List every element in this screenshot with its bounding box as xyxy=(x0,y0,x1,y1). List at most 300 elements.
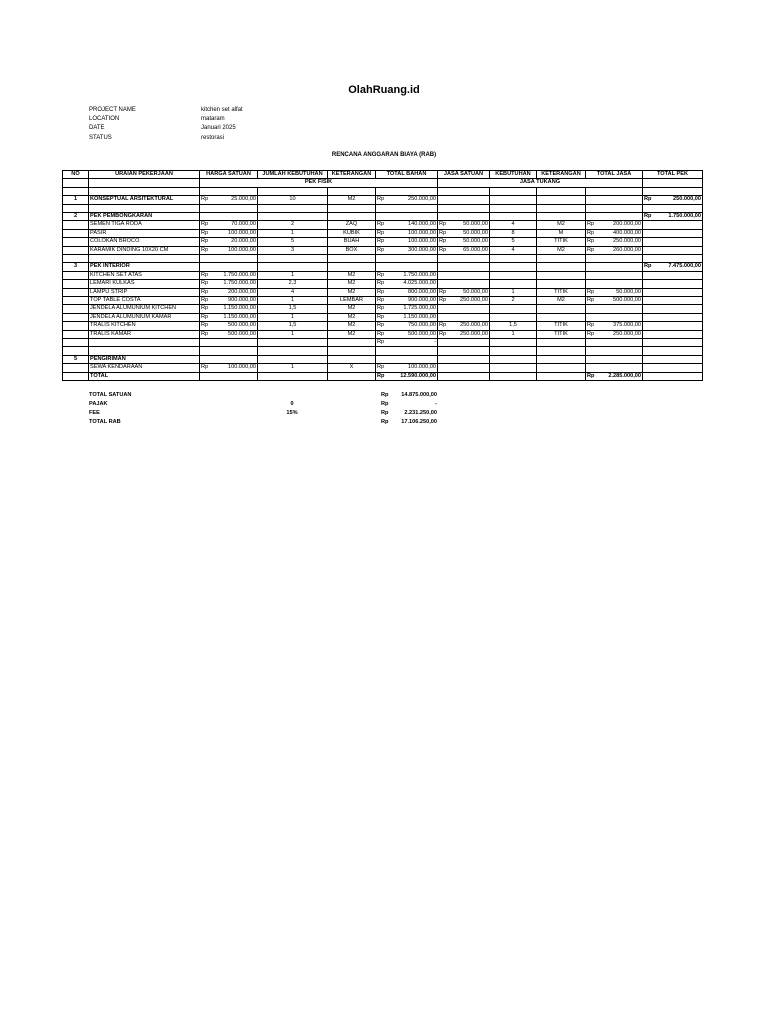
summary-label: TOTAL RAB xyxy=(89,419,121,425)
table-row xyxy=(63,305,703,313)
section-name: PEK INTERIOR xyxy=(89,263,200,271)
currency-label: Rp xyxy=(201,322,209,329)
empty-cell xyxy=(63,364,89,372)
empty-cell xyxy=(376,263,438,271)
col-header-total-bahan: TOTAL BAHAN xyxy=(376,171,438,179)
currency-label: Rp xyxy=(201,288,209,295)
currency-label: Rp xyxy=(381,419,389,425)
empty-cell xyxy=(586,313,643,321)
total-bahan-value: 140.000,00 xyxy=(408,221,436,228)
empty-cell xyxy=(438,196,490,204)
harga-satuan xyxy=(200,280,258,288)
info-label: LOCATION xyxy=(89,116,120,123)
total-pek-value: 1.750.000,00 xyxy=(668,213,701,219)
empty-cell xyxy=(586,187,643,195)
rab-title: RENCANA ANGGARAN BIAYA (RAB) xyxy=(331,152,437,158)
keterangan: LEMBAR xyxy=(328,297,376,305)
empty-cell xyxy=(200,347,258,355)
empty-cell xyxy=(586,280,643,288)
empty-cell xyxy=(490,196,537,204)
item-name: TRALIS KITCHEN xyxy=(89,322,200,330)
item-name: JENDELA ALUMUNIUM KITCHEN xyxy=(89,305,200,313)
total-bahan-value: 1.150.000,00 xyxy=(403,313,436,320)
empty-cell xyxy=(537,213,586,221)
total-bahan xyxy=(376,196,438,204)
harga-satuan-value: 100.000,00 xyxy=(228,364,256,371)
empty-cell xyxy=(258,263,328,271)
empty-cell xyxy=(200,213,258,221)
keterangan-2: TITIK xyxy=(537,288,586,296)
harga-satuan-value: 500.000,00 xyxy=(228,330,256,337)
currency-label: Rp xyxy=(439,288,447,295)
currency-label: Rp xyxy=(377,229,385,236)
harga-satuan-value: 20.000,00 xyxy=(231,238,256,245)
jumlah-kebutuhan: 1 xyxy=(258,297,328,305)
item-name: PASIR xyxy=(89,229,200,237)
keterangan: M2 xyxy=(328,271,376,279)
kebutuhan: 5 xyxy=(490,238,537,246)
empty-cell xyxy=(63,255,89,263)
empty-cell xyxy=(586,347,643,355)
empty-cell xyxy=(200,372,258,380)
kebutuhan xyxy=(490,280,537,288)
empty-cell xyxy=(490,347,537,355)
empty-cell xyxy=(376,213,438,221)
total-bahan-value: 4.025.000,00 xyxy=(403,280,436,287)
empty-cell xyxy=(586,213,643,221)
total-jasa xyxy=(586,330,643,338)
empty-cell xyxy=(438,271,490,279)
table-row xyxy=(63,221,703,229)
jumlah-kebutuhan: 1 xyxy=(258,229,328,237)
currency-label: Rp xyxy=(201,330,209,337)
jumlah-kebutuhan: 4 xyxy=(258,288,328,296)
jasa-satuan xyxy=(438,229,490,237)
summary-block xyxy=(89,391,449,427)
spacer-row xyxy=(63,204,703,212)
keterangan-2 xyxy=(537,271,586,279)
total-bahan xyxy=(376,322,438,330)
harga-satuan xyxy=(200,238,258,246)
currency-label: Rp xyxy=(587,372,595,379)
empty-cell xyxy=(89,255,200,263)
currency-label: Rp xyxy=(377,364,385,371)
section-row xyxy=(63,355,703,363)
currency-label: Rp xyxy=(587,322,595,329)
harga-satuan xyxy=(200,246,258,254)
empty-cell xyxy=(258,255,328,263)
jasa-satuan xyxy=(438,246,490,254)
empty-cell xyxy=(438,213,490,221)
summary-rate: 0 xyxy=(290,401,294,407)
total-bahan xyxy=(376,313,438,321)
empty-cell xyxy=(490,187,537,195)
empty-cell xyxy=(438,280,490,288)
currency-label: Rp xyxy=(377,288,385,295)
empty-cell xyxy=(200,263,258,271)
empty-cell xyxy=(586,263,643,271)
total-bahan-value: 750.000,00 xyxy=(408,322,436,329)
info-value: mataram xyxy=(201,116,225,123)
empty-cell xyxy=(643,238,703,246)
currency-label: Rp xyxy=(377,246,385,253)
empty-cell xyxy=(643,313,703,321)
keterangan-2: M2 xyxy=(537,221,586,229)
keterangan: M2 xyxy=(328,305,376,313)
jasa-satuan-value: 250.000,00 xyxy=(460,322,488,329)
table-row xyxy=(63,322,703,330)
total-jasa xyxy=(586,297,643,305)
kebutuhan: 2 xyxy=(490,297,537,305)
spacer-row xyxy=(63,255,703,263)
currency-label: Rp xyxy=(381,410,389,416)
info-row-date xyxy=(89,124,243,133)
currency-label: Rp xyxy=(201,297,209,304)
currency-label: Rp xyxy=(377,221,385,228)
currency-label: Rp xyxy=(201,305,209,312)
currency-label: Rp xyxy=(201,280,209,287)
currency-label: Rp xyxy=(644,196,652,203)
info-value: Januari 2025 xyxy=(201,125,236,132)
item-name: LAMPU STRIP xyxy=(89,288,200,296)
section-no: 2 xyxy=(63,213,89,221)
table-row xyxy=(63,364,703,372)
info-row-status xyxy=(89,134,243,143)
empty-cell xyxy=(643,288,703,296)
table-row xyxy=(63,339,703,347)
empty-cell xyxy=(643,339,703,347)
empty-cell xyxy=(63,347,89,355)
currency-label: Rp xyxy=(439,330,447,337)
total-bahan-value: 500.000,00 xyxy=(408,330,436,337)
jumlah-kebutuhan: 1 xyxy=(258,313,328,321)
jumlah-kebutuhan: 1,5 xyxy=(258,305,328,313)
empty-cell xyxy=(63,339,89,347)
empty-cell xyxy=(586,364,643,372)
empty-cell xyxy=(537,204,586,212)
rab-table-body xyxy=(63,187,703,380)
summary-row-total-rab xyxy=(89,418,449,427)
total-pek xyxy=(643,213,703,221)
total-bahan xyxy=(376,246,438,254)
harga-satuan xyxy=(200,196,258,204)
harga-satuan-value: 100.000,00 xyxy=(228,246,256,253)
total-bahan-value: 800.000,00 xyxy=(408,288,436,295)
jasa-satuan-value: 50.000,00 xyxy=(463,288,488,295)
table-row xyxy=(63,288,703,296)
total-bahan xyxy=(376,229,438,237)
currency-label: Rp xyxy=(201,271,209,278)
empty-cell xyxy=(490,263,537,271)
empty-cell xyxy=(643,297,703,305)
group-header-pek-fisik: PEK FISIK xyxy=(200,179,438,187)
empty-cell xyxy=(586,204,643,212)
rab-table xyxy=(62,170,703,381)
total-bahan-value: 250.000,00 xyxy=(408,196,436,203)
jumlah-kebutuhan: 3 xyxy=(258,246,328,254)
empty-cell xyxy=(643,229,703,237)
empty-cell xyxy=(537,355,586,363)
harga-satuan-value: 500.000,00 xyxy=(228,322,256,329)
kebutuhan xyxy=(490,364,537,372)
table-row xyxy=(63,271,703,279)
currency-label: Rp xyxy=(377,330,385,337)
item-name: SEMEN TIGA RODA xyxy=(89,221,200,229)
empty-cell xyxy=(328,372,376,380)
keterangan: M2 xyxy=(328,288,376,296)
table-row xyxy=(63,297,703,305)
summary-value: 14.875.000,00 xyxy=(401,392,437,398)
total-jasa-sum-value: 2.285.000,00 xyxy=(608,372,641,379)
empty-cell xyxy=(643,204,703,212)
kebutuhan: 8 xyxy=(490,229,537,237)
total-jasa xyxy=(586,322,643,330)
jumlah-kebutuhan: 1 xyxy=(258,364,328,372)
total-bahan xyxy=(376,221,438,229)
total-jasa xyxy=(586,238,643,246)
table-row xyxy=(63,229,703,237)
keterangan-2 xyxy=(537,280,586,288)
empty-cell xyxy=(438,364,490,372)
empty-cell xyxy=(63,238,89,246)
jasa-satuan xyxy=(438,238,490,246)
empty-cell xyxy=(537,187,586,195)
item-name: TOP TABLE COSTA xyxy=(89,297,200,305)
harga-satuan xyxy=(200,297,258,305)
currency-label: Rp xyxy=(439,322,447,329)
empty-cell xyxy=(438,263,490,271)
harga-satuan xyxy=(200,271,258,279)
jasa-satuan xyxy=(438,221,490,229)
empty-cell xyxy=(63,280,89,288)
jasa-satuan xyxy=(438,330,490,338)
section-row xyxy=(63,196,703,204)
currency-label: Rp xyxy=(587,246,595,253)
currency-label: Rp xyxy=(587,330,595,337)
section-name: PENGIRIMAN xyxy=(89,355,200,363)
empty-cell xyxy=(643,347,703,355)
empty-cell xyxy=(490,355,537,363)
currency-label: Rp xyxy=(377,238,385,245)
keterangan: BUAH xyxy=(328,238,376,246)
kebutuhan: 1,5 xyxy=(490,322,537,330)
total-jasa xyxy=(586,288,643,296)
kebutuhan: 1 xyxy=(490,330,537,338)
info-label: DATE xyxy=(89,125,105,132)
summary-label: FEE xyxy=(89,410,100,416)
empty-cell xyxy=(200,355,258,363)
total-jasa-value: 50.000,00 xyxy=(616,288,641,295)
project-info xyxy=(89,106,243,143)
kebutuhan xyxy=(490,313,537,321)
total-jasa-value: 500.000,00 xyxy=(613,297,641,304)
harga-satuan-value: 100.000,00 xyxy=(228,229,256,236)
total-jasa xyxy=(586,221,643,229)
col-header-harga-satuan: HARGA SATUAN xyxy=(200,171,258,179)
empty-cell xyxy=(328,255,376,263)
keterangan: M2 xyxy=(328,196,376,204)
empty-cell xyxy=(89,204,200,212)
summary-value: - xyxy=(435,401,437,407)
empty-cell xyxy=(537,372,586,380)
empty-cell xyxy=(438,255,490,263)
empty-cell xyxy=(586,339,643,347)
total-bahan xyxy=(376,297,438,305)
currency-label: Rp xyxy=(377,372,385,379)
jumlah-kebutuhan: 2 xyxy=(258,221,328,229)
total-row xyxy=(63,372,703,380)
keterangan-2: TITIK xyxy=(537,322,586,330)
empty-cell xyxy=(328,263,376,271)
empty-cell xyxy=(586,271,643,279)
empty-cell xyxy=(258,187,328,195)
currency-label: Rp xyxy=(201,238,209,245)
currency-label: Rp xyxy=(587,238,595,245)
col-header-keterangan-2: KETERANGAN xyxy=(537,171,586,179)
empty-cell xyxy=(438,347,490,355)
currency-label: Rp xyxy=(377,271,385,278)
group-header-row xyxy=(63,179,703,187)
empty-cell xyxy=(258,347,328,355)
total-bahan xyxy=(376,238,438,246)
table-row xyxy=(63,313,703,321)
keterangan-2 xyxy=(537,339,586,347)
jasa-satuan-value: 250.000,00 xyxy=(460,297,488,304)
jasa-satuan-value: 65.000,00 xyxy=(463,246,488,253)
empty-cell xyxy=(490,204,537,212)
item-name: JENDELA ALUMUNIUM KAMAR xyxy=(89,313,200,321)
total-pek-value: 7.475.000,00 xyxy=(668,263,701,270)
empty-cell xyxy=(586,305,643,313)
currency-label: Rp xyxy=(201,364,209,371)
total-bahan-value: 300.000,00 xyxy=(408,246,436,253)
empty-cell xyxy=(63,221,89,229)
total-bahan-value: 100.000,00 xyxy=(408,364,436,371)
currency-label: Rp xyxy=(587,297,595,304)
keterangan-2: M2 xyxy=(537,246,586,254)
table-row xyxy=(63,246,703,254)
total-jasa-value: 400.000,00 xyxy=(613,229,641,236)
empty-cell xyxy=(200,255,258,263)
total-jasa xyxy=(586,229,643,237)
summary-value: 2.231.250,00 xyxy=(404,410,437,416)
jumlah-kebutuhan: 5 xyxy=(258,238,328,246)
empty-cell xyxy=(328,213,376,221)
total-jasa-value: 260.000,00 xyxy=(613,246,641,253)
keterangan: KUBIK xyxy=(328,229,376,237)
keterangan: M2 xyxy=(328,322,376,330)
keterangan: BOX xyxy=(328,246,376,254)
currency-label: Rp xyxy=(644,213,652,219)
item-name: COLOKAN BROCO xyxy=(89,238,200,246)
total-bahan-value: 100.000,00 xyxy=(408,238,436,245)
table-row xyxy=(63,238,703,246)
jasa-satuan-value: 250.000,00 xyxy=(460,330,488,337)
empty-cell xyxy=(63,288,89,296)
jasa-satuan-value: 50.000,00 xyxy=(463,221,488,228)
empty-cell xyxy=(328,187,376,195)
empty-cell xyxy=(537,255,586,263)
total-bahan xyxy=(376,280,438,288)
currency-label: Rp xyxy=(201,221,209,228)
empty-cell xyxy=(586,196,643,204)
summary-row-fee xyxy=(89,409,449,418)
summary-label: PAJAK xyxy=(89,401,108,407)
col-header-no: NO xyxy=(63,171,89,179)
currency-label: Rp xyxy=(587,221,595,228)
harga-satuan xyxy=(200,330,258,338)
jasa-satuan xyxy=(438,297,490,305)
total-bahan xyxy=(376,330,438,338)
harga-satuan-value: 200.000,00 xyxy=(228,288,256,295)
keterangan: M2 xyxy=(328,330,376,338)
total-jasa xyxy=(586,246,643,254)
section-no: 5 xyxy=(63,355,89,363)
item-name xyxy=(89,339,200,347)
keterangan-2: M xyxy=(537,229,586,237)
item-name: SEWA KENDARAAN xyxy=(89,364,200,372)
empty-cell xyxy=(200,204,258,212)
empty-cell xyxy=(643,271,703,279)
empty-cell xyxy=(643,330,703,338)
col-header-kebutuhan: KEBUTUHAN xyxy=(490,171,537,179)
empty-cell xyxy=(438,187,490,195)
empty-cell xyxy=(63,297,89,305)
harga-satuan-value: 1.750.000,00 xyxy=(223,280,256,287)
empty-cell xyxy=(258,213,328,221)
jumlah-kebutuhan: 1 xyxy=(258,271,328,279)
jumlah-kebutuhan: 2,3 xyxy=(258,280,328,288)
empty-cell xyxy=(438,355,490,363)
empty-cell xyxy=(258,204,328,212)
empty-cell xyxy=(643,355,703,363)
col-header-jasa-satuan: JASA SATUAN xyxy=(438,171,490,179)
section-name: KONSEPTUAL ARSITEKTURAL xyxy=(89,196,200,204)
empty-cell xyxy=(376,355,438,363)
harga-satuan-value: 1.150.000,00 xyxy=(223,313,256,320)
keterangan: ZAQ xyxy=(328,221,376,229)
jumlah-kebutuhan: 1,5 xyxy=(258,322,328,330)
info-label: STATUS xyxy=(89,134,112,141)
harga-satuan xyxy=(200,288,258,296)
table-row xyxy=(63,330,703,338)
section-name: PEK PEMBONGKARAN xyxy=(89,213,200,221)
keterangan-2: TITIK xyxy=(537,238,586,246)
total-jasa-value: 375.000,00 xyxy=(613,322,641,329)
total-label: TOTAL xyxy=(89,372,200,380)
table-row xyxy=(63,280,703,288)
info-row-location xyxy=(89,115,243,124)
keterangan-2: M2 xyxy=(537,297,586,305)
kebutuhan: 4 xyxy=(490,246,537,254)
summary-value: 17.106.250,00 xyxy=(401,419,437,425)
col-header-total-pek: TOTAL PEK xyxy=(643,171,703,179)
total-bahan-sum-value: 12.590.000,00 xyxy=(400,372,436,379)
total-bahan xyxy=(376,364,438,372)
document-title: OlahRuang.id xyxy=(348,84,420,96)
total-bahan-value: - xyxy=(434,339,436,346)
empty-cell xyxy=(643,221,703,229)
empty-cell xyxy=(490,213,537,221)
harga-satuan-value: 1.150.000,00 xyxy=(223,305,256,312)
summary-label: TOTAL SATUAN xyxy=(89,392,132,398)
empty-cell xyxy=(490,255,537,263)
kebutuhan: 4 xyxy=(490,221,537,229)
harga-satuan-value: 70.000,00 xyxy=(231,221,256,228)
empty-cell xyxy=(89,347,200,355)
col-header-jumlah-kebutuhan: JUMLAH KEBUTUHAN xyxy=(258,171,328,179)
summary-rate: 15% xyxy=(286,410,298,416)
